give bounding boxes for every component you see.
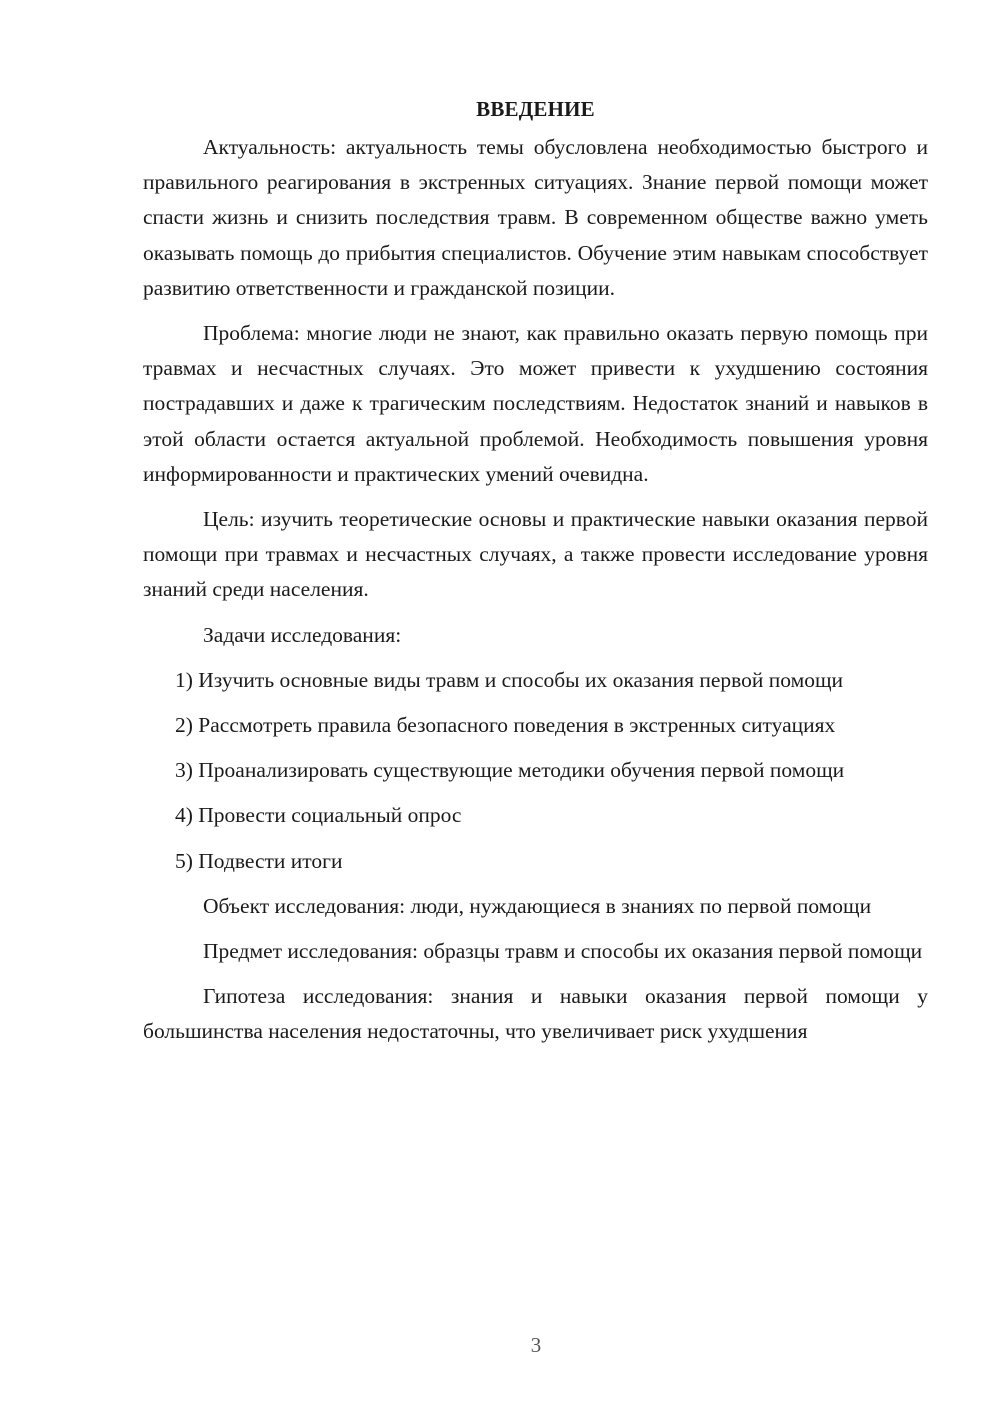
page-number: 3	[530, 1333, 542, 1357]
document-heading: ВВЕДЕНИЕ	[476, 97, 595, 121]
task-item: 3) Проанализировать существующие методики обучения первой помощи	[175, 758, 845, 783]
task-item: 1) Изучить основные виды травм и способы их оказания первой помощи	[175, 667, 844, 692]
paragraph-goal: Цель: изучить теоретические основы и практические навыки оказания первой помощи при травмах и несчастных случаях, а также провести исследование уровня знаний среди населения.	[143, 507, 928, 602]
task-item: 5) Подвести итоги	[175, 848, 343, 873]
tasks-title: Задачи исследования:	[203, 622, 402, 647]
document-page	[143, 92, 928, 1050]
task-item: 4) Провести социальный опрос	[175, 803, 462, 828]
paragraph-subject: Предмет исследования: образцы травм и способы их оказания первой помощи	[203, 939, 923, 964]
paragraph-object: Объект исследования: люди, нуждающиеся в знаниях по первой помощи	[203, 893, 872, 918]
paragraph-hypothesis: Гипотеза исследования: знания и навыки оказания первой помощи у большинства населения недостаточны, что увеличивает риск ухудшения	[143, 984, 928, 1044]
paragraph-problem: Проблема: многие люди не знают, как правильно оказать первую помощь при травмах и несчастных случаях. Это может привести к ухудшению состояния пострадавших и даже к трагическим последствиям. Недостаток знаний и навыков в этой области остается актуальной проблемой. Необходимость повышения уровня информированности и практических умений очевидна.	[143, 321, 928, 486]
task-item: 2) Рассмотреть правила безопасного поведения в экстренных ситуациях	[175, 713, 836, 738]
paragraph-relevance: Актуальность: актуальность темы обусловлена необходимостью быстрого и правильного реагирования в экстренных ситуациях. Знание первой помощи может спасти жизнь и снизить последствия травм. В современном обществе важно уметь оказывать помощь до прибытия специалистов. Обучение этим навыкам способствует развитию ответственности и гражданской позиции.	[143, 135, 928, 300]
